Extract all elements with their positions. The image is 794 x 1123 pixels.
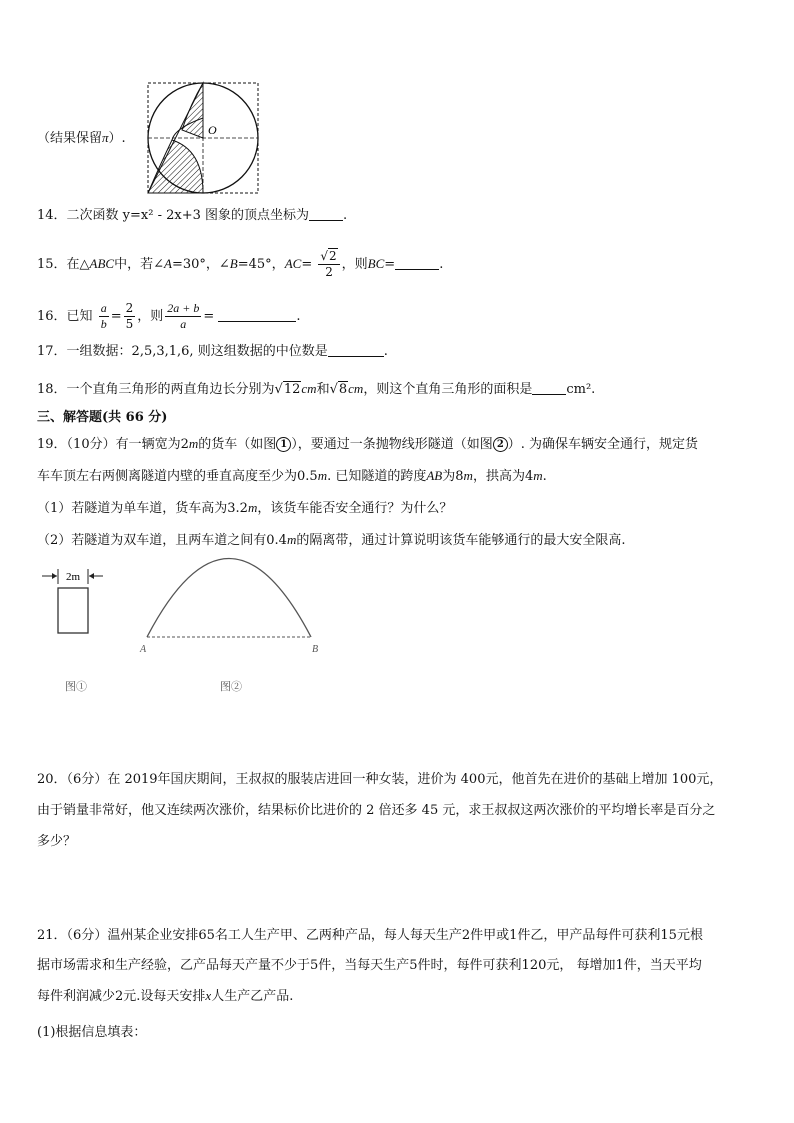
- parabola-arch: [147, 559, 311, 638]
- truck-width-label: 2m: [65, 571, 81, 583]
- question-17: 17．一组数据：2,5,3,1,6, 则这组数据的中位数是 .: [37, 344, 388, 359]
- question-19-line-2: 车车顶左右两侧离隧道内壁的垂直高度至少为0.5m. 已知隧道的跨度AB为8m，拱高为4m.: [37, 468, 547, 484]
- question-20-line-3: 多少？: [37, 834, 77, 849]
- question-21-line-3: 每件利润减少2元.设每天安排x人生产乙产品.: [37, 988, 294, 1004]
- question-18: 18．一个直角三角形的两直角边长分别为√12cm和√8cm，则这个直角三角形的面积是 cm².: [37, 377, 595, 402]
- sqrt-8: √8: [329, 382, 348, 397]
- question-19-part-1: （1）若隧道为单车道，货车高为3.2m，该货车能否安全通行？为什么？: [37, 500, 453, 516]
- upper-shaded-region: [182, 83, 203, 138]
- diagonal-chord: [148, 83, 203, 193]
- question-16: 16．已知 $\frac{a}{b}$ = $\frac{2}{5}$ ，则 $\frac{2a + b}{a}$ = .: [37, 301, 301, 331]
- figure-1-caption: 图①: [65, 680, 87, 693]
- inner-arc: [172, 118, 203, 140]
- sqrt-12: √12: [274, 382, 301, 397]
- fraction-expression: $\frac{2a + b}{a}$: [167, 301, 200, 331]
- circle-outline: [148, 83, 258, 193]
- question-21-line-2: 据市场需求和生产经验，乙产品每天产量不少于5件，当每天生产5件时，每件可获利120元， 每增加1件，当天平均: [37, 958, 702, 973]
- question-21-part-1: (1)根据信息填表：: [37, 1025, 147, 1040]
- q13-tail: （结果保留π）.: [37, 130, 126, 146]
- truck-rectangle: [58, 588, 88, 633]
- figure-1-truck: [42, 569, 103, 693]
- square-frame: [148, 83, 258, 193]
- question-21-line-1: 21．（6分）温州某企业安排65名工人生产甲、乙两种产品，每人每天生产2件甲或1件乙，甲产品每件可获利15元根: [37, 928, 703, 943]
- fraction-root2-over-2: $\frac{√2}{2}$: [318, 249, 339, 280]
- answer-blank[interactable]: [328, 342, 384, 357]
- section-heading: 三、解答题(共 66 分): [37, 410, 168, 425]
- question-14: 14．二次函数 y=x² - 2x+3 图象的顶点坐标为 .: [37, 208, 348, 223]
- question-19-line-1: 19．（10分）有一辆宽为2m的货车（如图 1 ），要通过一条抛物线形隧道（如图 2 ）. 为确保车辆安全通行，规定货: [37, 436, 699, 452]
- question-15: 15．在△ABC中，若∠A=30°，∠B=45°，AC= $\frac{√2}{2}$ ，则BC= .: [37, 249, 444, 279]
- answer-blank[interactable]: [532, 380, 566, 395]
- answer-blank[interactable]: [395, 255, 439, 270]
- answer-blank[interactable]: [309, 206, 343, 221]
- question-19-part-2: （2）若隧道为双车道，且两车道之间有0.4m的隔离带，通过计算说明该货车能够通行的最大安全限高.: [37, 532, 626, 548]
- point-a-label: A: [140, 644, 147, 655]
- center-label-o: O: [208, 123, 217, 137]
- answer-blank[interactable]: [218, 307, 296, 322]
- fraction-2-over-5: $\frac{2}{5}$: [125, 301, 134, 331]
- question-20-line-2: 由于销量非常好，他又连续两次涨价，结果标价比进价的 2 倍还多 45 元，求王叔叔这两次涨价的平均增长率是百分之: [37, 803, 716, 818]
- point-b-label: B: [312, 644, 319, 655]
- fraction-a-over-b: $\frac{a}{b}$: [100, 301, 107, 331]
- lower-shaded-region: [148, 140, 203, 193]
- figure-2-tunnel: [139, 559, 318, 694]
- question-20-line-1: 20．（6分）在 2019年国庆期间，王叔叔的服装店进回一种女装，进价为 400元，他首先在进价的基础上增加 100元，: [37, 772, 723, 787]
- figure-2-caption: 图②: [220, 680, 242, 693]
